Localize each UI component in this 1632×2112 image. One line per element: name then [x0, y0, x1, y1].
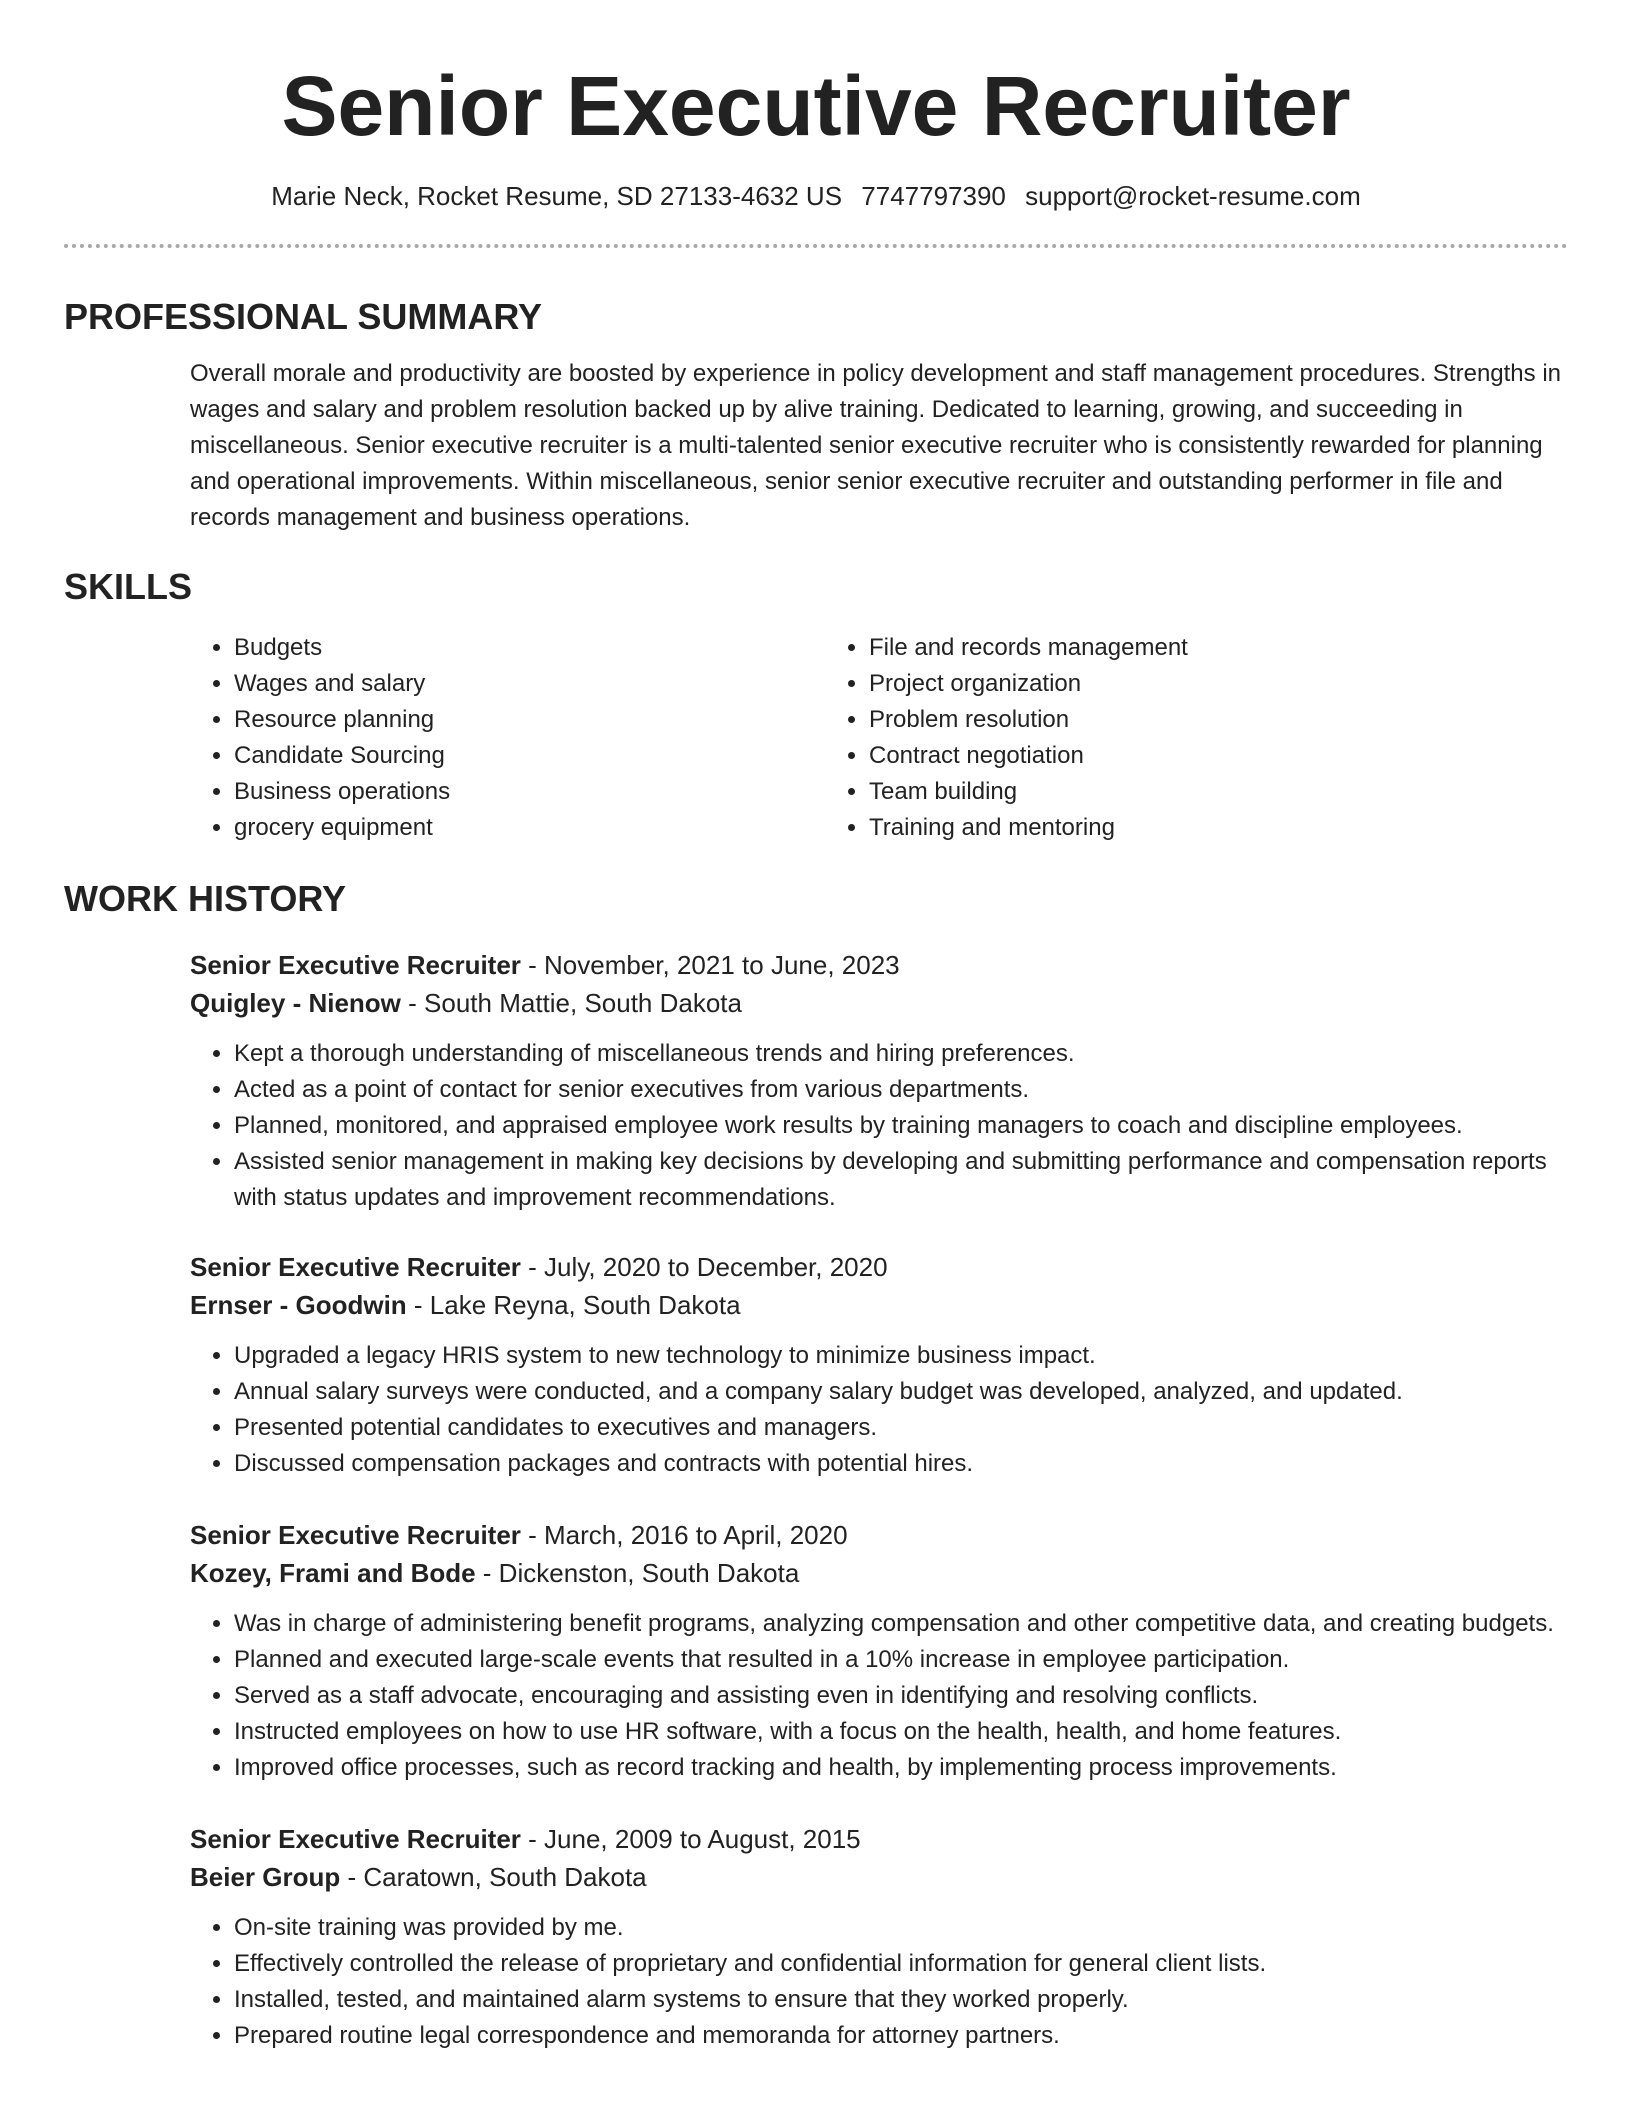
- job-bullet: • Planned and executed large-scale events that resulted in a 10% increase in employee participation.: [234, 1642, 1568, 1678]
- skill-item: • Project organization: [869, 666, 1460, 702]
- job-entry: [190, 1516, 1568, 1786]
- header-divider: [64, 244, 1568, 248]
- job-bullet: • Acted as a point of contact for senior executives from various departments.: [234, 1072, 1568, 1108]
- skill-item: • Resource planning: [234, 702, 825, 738]
- job-bullet: • Improved office processes, such as record tracking and health, by implementing process improvements.: [234, 1750, 1568, 1786]
- job-bullet: • Annual salary surveys were conducted, and a company salary budget was developed, analyzed, and updated.: [234, 1374, 1568, 1410]
- skill-item: • File and records management: [869, 630, 1460, 666]
- job-dates: - March, 2016 to April, 2020: [520, 1520, 848, 1550]
- job-bullet: • Instructed employees on how to use HR software, with a focus on the health, health, and home features.: [234, 1714, 1568, 1750]
- job-bullet: • Prepared routine legal correspondence and memoranda for attorney partners.: [234, 2018, 1568, 2054]
- contact-line: [64, 180, 1568, 212]
- skill-item: • Training and mentoring: [869, 810, 1460, 846]
- summary-text: Overall morale and productivity are boosted by experience in policy development and staff management procedures. Strengths in wages and salary and problem resolution backed up by alive training. Dedicated to learning, growing, and succeeding in miscellaneous. Senior executive recruiter is a multi-talented senior executive recruiter who is consistently rewarded for planning and operational improvements. Within miscellaneous, senior senior executive recruiter and outstanding performer in file and records management and business operations.: [190, 360, 1561, 531]
- job-title-line: [190, 1248, 1568, 1286]
- job-dates: - June, 2009 to August, 2015: [520, 1824, 861, 1854]
- job-entry: [190, 1820, 1568, 2054]
- job-bullet: • Served as a staff advocate, encouraging and assisting even in identifying and resolving conflicts.: [234, 1678, 1568, 1714]
- job-bullet: • Discussed compensation packages and contracts with potential hires.: [234, 1446, 1568, 1482]
- job-location: - Caratown, South Dakota: [340, 1862, 647, 1892]
- job-company: Kozey, Frami and Bode: [190, 1558, 476, 1588]
- job-company: Quigley - Nienow: [190, 988, 401, 1018]
- job-bullet: • Presented potential candidates to executives and managers.: [234, 1410, 1568, 1446]
- job-title: Senior Executive Recruiter: [190, 1252, 521, 1282]
- job-company: Ernser - Goodwin: [190, 1290, 407, 1320]
- job-company-line: [190, 1286, 1568, 1324]
- contact-phone: 7747797390: [861, 181, 1006, 211]
- skill-item: • grocery equipment: [234, 810, 825, 846]
- skill-item: • Contract negotiation: [869, 738, 1460, 774]
- job-bullets: [190, 1338, 1568, 1482]
- job-bullet: • Upgraded a legacy HRIS system to new technology to minimize business impact.: [234, 1338, 1568, 1374]
- job-bullet: • Assisted senior management in making key decisions by developing and submitting performance and compensation reports with status updates and improvement recommendations.: [234, 1144, 1568, 1216]
- job-company-line: [190, 1858, 1568, 1896]
- skills-heading: SKILLS: [64, 566, 193, 607]
- work-history-heading: WORK HISTORY: [64, 878, 347, 919]
- job-bullet: • Effectively controlled the release of proprietary and confidential information for general client lists.: [234, 1946, 1568, 1982]
- skill-item: • Team building: [869, 774, 1460, 810]
- job-title: Senior Executive Recruiter: [190, 1520, 521, 1550]
- job-bullets: [190, 1036, 1568, 1216]
- skills-column-left: [190, 630, 825, 846]
- job-bullet: • Was in charge of administering benefit programs, analyzing compensation and other competitive data, and creating budgets.: [234, 1606, 1568, 1642]
- job-location: - Dickenston, South Dakota: [475, 1558, 800, 1588]
- skills-list: [190, 630, 1568, 846]
- job-title-line: [190, 1516, 1568, 1554]
- job-bullets: [190, 1910, 1568, 2054]
- skills-column-right: [825, 630, 1460, 846]
- job-dates: - July, 2020 to December, 2020: [520, 1252, 888, 1282]
- job-company-line: [190, 984, 1568, 1022]
- skill-item: • Problem resolution: [869, 702, 1460, 738]
- job-dates: - November, 2021 to June, 2023: [520, 950, 900, 980]
- contact-address: Marie Neck, Rocket Resume, SD 27133-4632 US: [271, 181, 843, 211]
- summary-heading: PROFESSIONAL SUMMARY: [64, 296, 543, 337]
- skill-item: • Candidate Sourcing: [234, 738, 825, 774]
- resume-title: Senior Executive Recruiter: [281, 59, 1351, 153]
- job-location: - South Mattie, South Dakota: [400, 988, 742, 1018]
- job-entry: [190, 1248, 1568, 1482]
- skill-item: • Budgets: [234, 630, 825, 666]
- job-bullets: [190, 1606, 1568, 1786]
- job-company-line: [190, 1554, 1568, 1592]
- job-location: - Lake Reyna, South Dakota: [406, 1290, 741, 1320]
- job-bullet: • Kept a thorough understanding of miscellaneous trends and hiring preferences.: [234, 1036, 1568, 1072]
- contact-email: support@rocket-resume.com: [1025, 181, 1361, 211]
- job-title-line: [190, 946, 1568, 984]
- job-title: Senior Executive Recruiter: [190, 1824, 521, 1854]
- skill-item: • Wages and salary: [234, 666, 825, 702]
- job-title: Senior Executive Recruiter: [190, 950, 521, 980]
- job-title-line: [190, 1820, 1568, 1858]
- job-bullet: • Planned, monitored, and appraised employee work results by training managers to coach and discipline employees.: [234, 1108, 1568, 1144]
- job-bullet: • Installed, tested, and maintained alarm systems to ensure that they worked properly.: [234, 1982, 1568, 2018]
- job-bullet: • On-site training was provided by me.: [234, 1910, 1568, 1946]
- job-entry: [190, 946, 1568, 1216]
- skill-item: • Business operations: [234, 774, 825, 810]
- job-company: Beier Group: [190, 1862, 341, 1892]
